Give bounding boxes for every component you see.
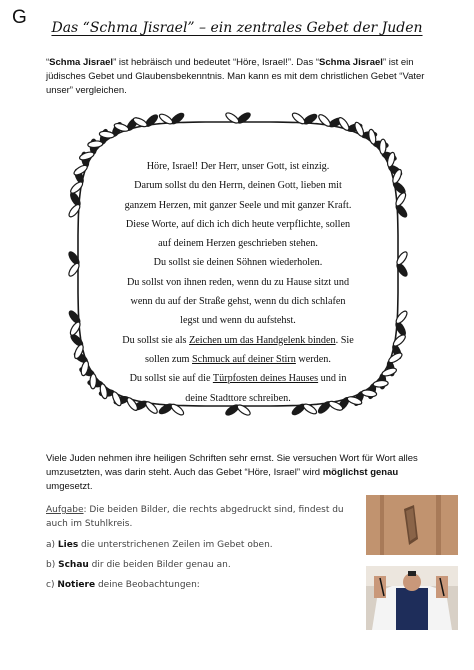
- wreath-leaf: [224, 111, 240, 125]
- intro-term: Schma Jisrael: [319, 57, 383, 68]
- prayer-line: Du sollst sie als Zeichen um das Handgelenk binden. Sie: [122, 334, 354, 346]
- wreath-leaf: [88, 140, 104, 148]
- prayer-line: sollen zum Schmuck auf deiner Stirn werden.: [145, 353, 331, 365]
- wreath-leaf: [67, 203, 81, 219]
- wreath-leaf: [394, 309, 408, 325]
- prayer-text: [90, 157, 386, 408]
- prayer-line: auf deinem Herzen geschrieben stehen.: [158, 238, 318, 250]
- wreath-leaf: [67, 262, 81, 278]
- underlined-phrase: Türpfosten deines Hauses: [212, 373, 319, 385]
- task-item: b) Schau dir die beiden Bilder genau an.: [46, 560, 231, 570]
- task-item: c) Notiere deine Beobachtungen:: [46, 580, 200, 590]
- intro-term: Schma Jisrael: [49, 57, 114, 68]
- prayer-line: ganzem Herzen, mit ganzer Seele und mit ganzer Kraft.: [124, 199, 352, 211]
- task-label: Aufgabe: [46, 505, 84, 515]
- prayer-line: deine Stadttore schreiben.: [185, 392, 291, 404]
- prayer-line: wenn du auf der Straße gehst, wenn du dich schlafen: [130, 296, 346, 308]
- wreath-leaf: [392, 333, 407, 348]
- tefillin-boy-photo: [366, 566, 458, 630]
- emphasis: möglichst genau: [322, 467, 399, 478]
- underlined-phrase: Schmuck auf deiner Stirn: [192, 353, 296, 365]
- task-list: [46, 540, 273, 600]
- task-item: a) Lies die unterstrichenen Zeilen im Gebet oben.: [46, 540, 273, 550]
- wreath-leaf: [368, 129, 377, 145]
- intro-paragraph: “Schma Jisrael” ist hebräisch und bedeutet “Höre, Israel!”. Das “Schma Jisrael” ist ein jüdisches Gebet und Glaubensbekenntnis. Man kann es mit dem christlichen Gebet “Vater unser” vergleichen.: [46, 57, 425, 96]
- prayer-line: Du sollst von ihnen reden, wenn du zu Hause sitzt und: [126, 276, 350, 288]
- mezuzah-photo: [366, 495, 458, 555]
- prayer-line: Du sollst sie deinen Söhnen wiederholen.: [153, 257, 323, 269]
- wreath-leaf: [291, 111, 307, 125]
- worksheet-letter: G: [12, 7, 27, 28]
- prayer-line: Du sollst sie auf die Türpfosten deines Hauses und in: [129, 373, 347, 385]
- prayer-line: Darum sollst du den Herrn, deinen Gott, lieben mit: [134, 180, 342, 192]
- wreath-leaf: [69, 180, 84, 195]
- prayer-line: Höre, Israel! Der Herr, unser Gott, ist einzig.: [146, 161, 330, 172]
- wreath-leaf: [395, 250, 409, 266]
- prayer-line: legst und wenn du aufstehst.: [180, 315, 296, 327]
- explanation-paragraph: Viele Juden nehmen ihre heiligen Schriften sehr ernst. Sie versuchen Wort für Wort alles umzusetzten, was darin steht. Auch das Gebet “Höre, Israel” wird möglichst genau umgesetzt.: [46, 453, 418, 492]
- page-title: Das “Schma Jisrael” – ein zentrales Gebet der Juden: [51, 20, 423, 36]
- prayer-line: Diese Worte, auf dich ich dich heute verpflichte, sollen: [125, 218, 351, 230]
- wreath-leaf: [317, 113, 332, 128]
- task-instructions: Aufgabe: Die beiden Bilder, die rechts abgedruckt sind, findest du auch im Stuhlkreis.: [46, 505, 344, 529]
- underlined-phrase: Zeichen um das Handgelenk binden: [189, 334, 336, 346]
- wreath-leaf: [379, 139, 386, 154]
